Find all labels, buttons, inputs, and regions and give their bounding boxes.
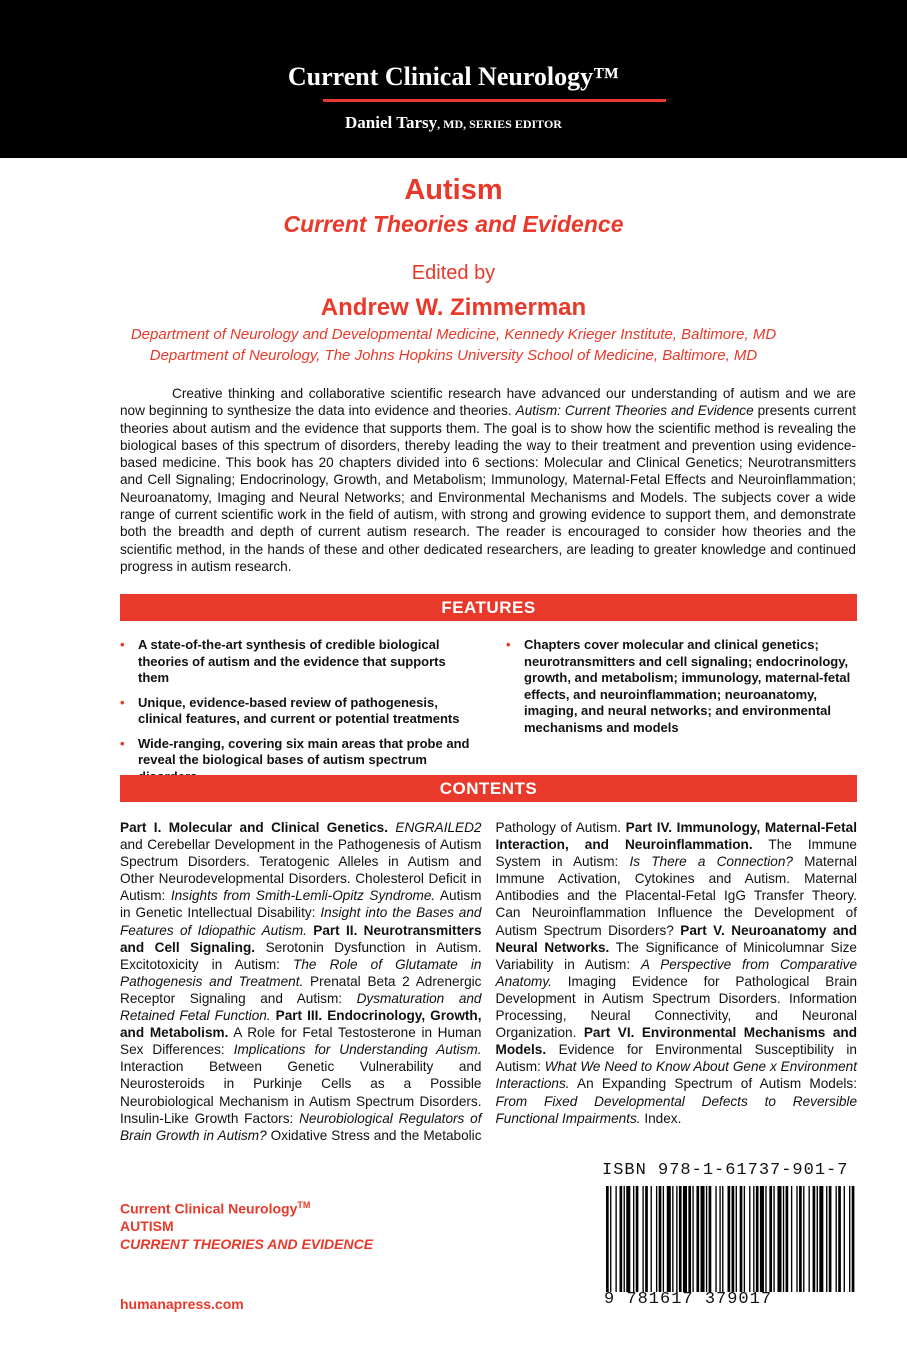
intro-paragraph xyxy=(120,385,856,575)
affiliation-1: Department of Neurology and Developmental Medicine, Kennedy Krieger Institute, Baltimore, MD xyxy=(130,326,777,343)
footer-subtitle: CURRENT THEORIES AND EVIDENCE xyxy=(120,1236,374,1252)
barcode-bar xyxy=(852,1186,855,1292)
chapter-italic: Implications for Understanding Autism. xyxy=(233,1042,482,1058)
intro-book-title: Autism: Current Theories and Evidence xyxy=(515,403,754,419)
chapter-text: The Significance of Minicolumnar Size Variability in Autism: xyxy=(495,939,857,972)
barcode-bar xyxy=(663,1186,664,1292)
barcode-bar xyxy=(624,1186,625,1292)
barcode-bar xyxy=(849,1186,850,1292)
barcode-bar xyxy=(719,1186,720,1292)
barcode-bar xyxy=(679,1186,682,1292)
book-subtitle: Current Theories and Evidence xyxy=(283,211,624,237)
barcode-bar xyxy=(709,1186,712,1292)
barcode-bar xyxy=(777,1186,781,1292)
barcode-bar xyxy=(606,1186,609,1292)
feature-text: Unique, evidence-based review of pathogenesis, clinical features, and current or potential treatments xyxy=(138,694,460,726)
barcode-bar xyxy=(642,1186,643,1292)
chapter-text: Evidence for Environmental Susceptibility in Autism: xyxy=(495,1042,857,1075)
chapter-text: Serotonin Dysfunction in Autism. Excitotoxicity in Autism: xyxy=(120,939,482,972)
chapter-text: Maternal Immune Activation, Cytokines and Autism. Maternal Antibodies and the Placental-Fetal IgG Transfer Theory. Can Neuroinflammation Influence the Development of Autism Spectrum Disorders? xyxy=(495,854,857,938)
barcode-bar xyxy=(796,1186,797,1292)
chapter-text: Autism in Genetic Intellectual Disability: xyxy=(120,888,482,921)
chapter-text: Index. xyxy=(640,1110,682,1126)
barcode-bar xyxy=(765,1186,766,1292)
barcode-bar xyxy=(744,1186,745,1292)
chapter-text: Interaction Between Genetic Vulnerability and Neurosteroids in Purkinje Cells as a Possible Neurobiological Mechanism in Autism Spectrum Disorders. Insulin-Like Growth Factors: xyxy=(120,1059,482,1126)
barcode-bar xyxy=(706,1186,707,1292)
barcode-bar xyxy=(615,1186,616,1292)
feature-text: Chapters cover molecular and clinical genetics; neurotransmitters and cell signaling; endocrinology, growth, and metabolism; immunology, maternal-fetal effects, and neuroinflammation; neuroanatomy, imaging, and neural networks; and environmental mechanisms and models xyxy=(524,637,851,735)
chapter-italic: Neurobiological Regulators of Brain Growth in Autism? xyxy=(120,1110,482,1143)
barcode-number: 9 781617 379017 xyxy=(604,1290,773,1309)
bullet-icon: • xyxy=(120,637,125,652)
barcode-bar xyxy=(667,1186,671,1292)
chapter-text: Oxidative Stress and the Metabolic Pathology of Autism. xyxy=(266,820,626,1143)
barcode-bar xyxy=(633,1186,634,1292)
barcode-bar xyxy=(826,1186,827,1292)
intro-text-1: Creative thinking and collaborative scientific research have advanced our understanding of autism and we are now beginning to synthesize the data into evidence and theories. xyxy=(120,386,856,419)
footer-book: AUTISM xyxy=(120,1218,174,1234)
barcode-bar xyxy=(819,1186,823,1292)
feature-item xyxy=(506,637,856,736)
chapter-text: Prenatal Beta 2 Adrenergic Receptor Signaling and Autism: xyxy=(120,973,482,1006)
barcode-bar xyxy=(732,1186,735,1292)
chapter-text: The Immune System in Autism: xyxy=(495,837,857,870)
barcode-bar xyxy=(799,1186,802,1292)
barcode-bar xyxy=(844,1186,845,1292)
barcode-bar xyxy=(659,1186,662,1292)
barcode-bar xyxy=(836,1186,837,1292)
feature-text: Wide-ranging, covering six main areas that probe and reveal the biological bases of autism spectrum xyxy=(138,735,470,767)
barcode-bar xyxy=(786,1186,789,1292)
contents-text xyxy=(120,819,857,1149)
part-heading: Part VI. Environmental Mechanisms and Models. xyxy=(495,1025,857,1058)
barcode-bar xyxy=(728,1186,731,1292)
part-heading: Part III. Endocrinology, Growth, and Metabolism. xyxy=(120,1008,482,1041)
barcode-bar xyxy=(636,1186,639,1292)
barcode-bar xyxy=(753,1186,754,1292)
barcode-bar xyxy=(626,1186,630,1292)
barcode-bar xyxy=(817,1186,818,1292)
barcode-bar xyxy=(656,1186,657,1292)
barcode-bar xyxy=(783,1186,784,1292)
chapter-italic: ENGRAILED2 xyxy=(395,820,482,835)
chapter-italic: Is There a Connection? xyxy=(629,854,793,870)
barcode-bar xyxy=(696,1186,699,1292)
barcode-bar xyxy=(803,1186,804,1292)
chapter-italic: A Perspective from Comparative Anatomy. xyxy=(495,956,858,989)
feature-item xyxy=(120,637,480,687)
features-right xyxy=(506,637,856,744)
footer-series-text: Current Clinical Neurology xyxy=(120,1200,298,1217)
barcode-bar xyxy=(722,1186,723,1292)
intro-text-2: presents current theories about autism and the evidence that supports them. The goal is to show how the scientific method is revealing the biological bases of this spectrum of disorders, thereby leading the way to their treatment and prevention using evidence-based medicine. This book has 20 chapters divided into 6 sections: Molecular and Clinical Genetics; Neurotransmitters and Cell Signaling; Endocrinology, Growth, and Metabolism; Immunology, Maternal-Fetal Effects and Neuroinflammation; Neuroanatomy, Imaging and Neural Networks; and Environmental Mechanisms and Models. The subjects cover a wide range of current scientific work in the field of autism, with strong and growing evidence to support them, and demonstrate both the breadth and depth of current autism research. The reader is encouraged to consider how theories and the scientific method, in the hands of these and other dedicated researchers, are leading to greater knowledge and continued progress in autism research. xyxy=(120,403,857,574)
bullet-icon: • xyxy=(120,735,125,751)
chapter-text: A Role for Fetal Testosterone in Human Sex Differences: xyxy=(120,1025,482,1058)
part-heading: Part V. Neuroanatomy and Neural Networks. xyxy=(495,922,857,955)
barcode-bar xyxy=(740,1186,743,1292)
affiliation-2: Department of Neurology, The Johns Hopkins University School of Medicine, Baltimore, MD xyxy=(149,347,758,364)
chapter-italic: Dysmaturation and Retained Fetal Function. xyxy=(120,990,482,1024)
barcode-bar xyxy=(829,1186,832,1292)
bullet-icon: • xyxy=(506,637,511,652)
series-title: Current Clinical Neurology™ xyxy=(287,62,620,91)
barcode-bar xyxy=(769,1186,772,1292)
barcode-bar xyxy=(791,1186,792,1292)
feature-item xyxy=(120,695,480,728)
chapter-italic: The Role of Glutamate in Pathogenesis and Treatment. xyxy=(120,956,482,989)
features-heading: FEATURES xyxy=(120,594,857,621)
part-heading: Part I. Molecular and Clinical Genetics. xyxy=(120,820,388,835)
feature-text: A state-of-the-art synthesis of credible biological theories of autism and the evidence that supports them xyxy=(138,637,446,685)
editor-suffix: , MD, SERIES EDITOR xyxy=(437,117,562,131)
part-heading: Part II. Neurotransmitters and Cell Signaling. xyxy=(120,922,482,955)
features-left xyxy=(120,637,480,793)
contents-heading: CONTENTS xyxy=(120,775,857,802)
chapter-text: and Cerebellar Development in the Pathogenesis of Autism Spectrum Disorders. Teratogenic Alleles in Autism and Other Neurodevelopmental Disorders. Cholesterol Deficit in Autism: xyxy=(120,837,482,904)
barcode-bar xyxy=(688,1186,691,1292)
bullet-icon: • xyxy=(120,694,125,710)
book-title: Autism xyxy=(404,174,503,206)
editor-name: Daniel Tarsy xyxy=(345,113,438,132)
edited-by: Edited by xyxy=(411,262,496,284)
series-editor xyxy=(0,113,907,133)
barcode-bar xyxy=(809,1186,810,1292)
chapter-italic: Insight into the Bases and Features of Idiopathic Autism. xyxy=(120,905,482,938)
isbn-label: ISBN 978-1-61737-901-7 xyxy=(602,1161,849,1180)
footer-website: humanapress.com xyxy=(120,1296,244,1312)
chapter-italic: What We Need to Know About Gene x Environment Interactions. xyxy=(495,1059,857,1092)
barcode-bar xyxy=(701,1186,705,1292)
barcode-bar xyxy=(756,1186,759,1292)
barcode-image xyxy=(604,1186,857,1292)
chapter-italic: From Fixed Developmental Defects to Reversible Functional Impairments. xyxy=(495,1093,857,1126)
footer-series xyxy=(120,1200,310,1217)
barcode-bar xyxy=(610,1186,611,1292)
header-divider xyxy=(323,99,666,102)
barcode-bar xyxy=(773,1186,774,1292)
barcode-bar xyxy=(749,1186,750,1292)
barcode-bar xyxy=(651,1186,652,1292)
chapter-text: Imaging Evidence for Pathological Brain Development in Autism Spectrum Disorders. Information Processing, Neural Connectivity, and Neuronal Organization. xyxy=(495,973,857,1041)
barcode-bar xyxy=(672,1186,673,1292)
barcode-bar xyxy=(692,1186,693,1292)
part-heading: Part IV. Immunology, Maternal-Fetal Interaction, and Neuroinflammation. xyxy=(495,820,857,853)
barcode-bar xyxy=(736,1186,737,1292)
barcode-bar xyxy=(760,1186,764,1292)
barcode-bar xyxy=(620,1186,623,1292)
chapter-text: An Expanding Spectrum of Autism Models: xyxy=(569,1076,857,1092)
footer-tm: TM xyxy=(297,1200,311,1210)
barcode-bar xyxy=(645,1186,648,1292)
barcode-bar xyxy=(715,1186,716,1292)
chapter-italic: Insights from Smith-Lemli-Opitz Syndrome. xyxy=(170,888,436,904)
barcode-bar xyxy=(676,1186,677,1292)
barcode-bar xyxy=(683,1186,687,1292)
author-name: Andrew W. Zimmerman xyxy=(320,294,587,321)
barcode-bar xyxy=(838,1186,841,1292)
barcode-bar xyxy=(813,1186,816,1292)
